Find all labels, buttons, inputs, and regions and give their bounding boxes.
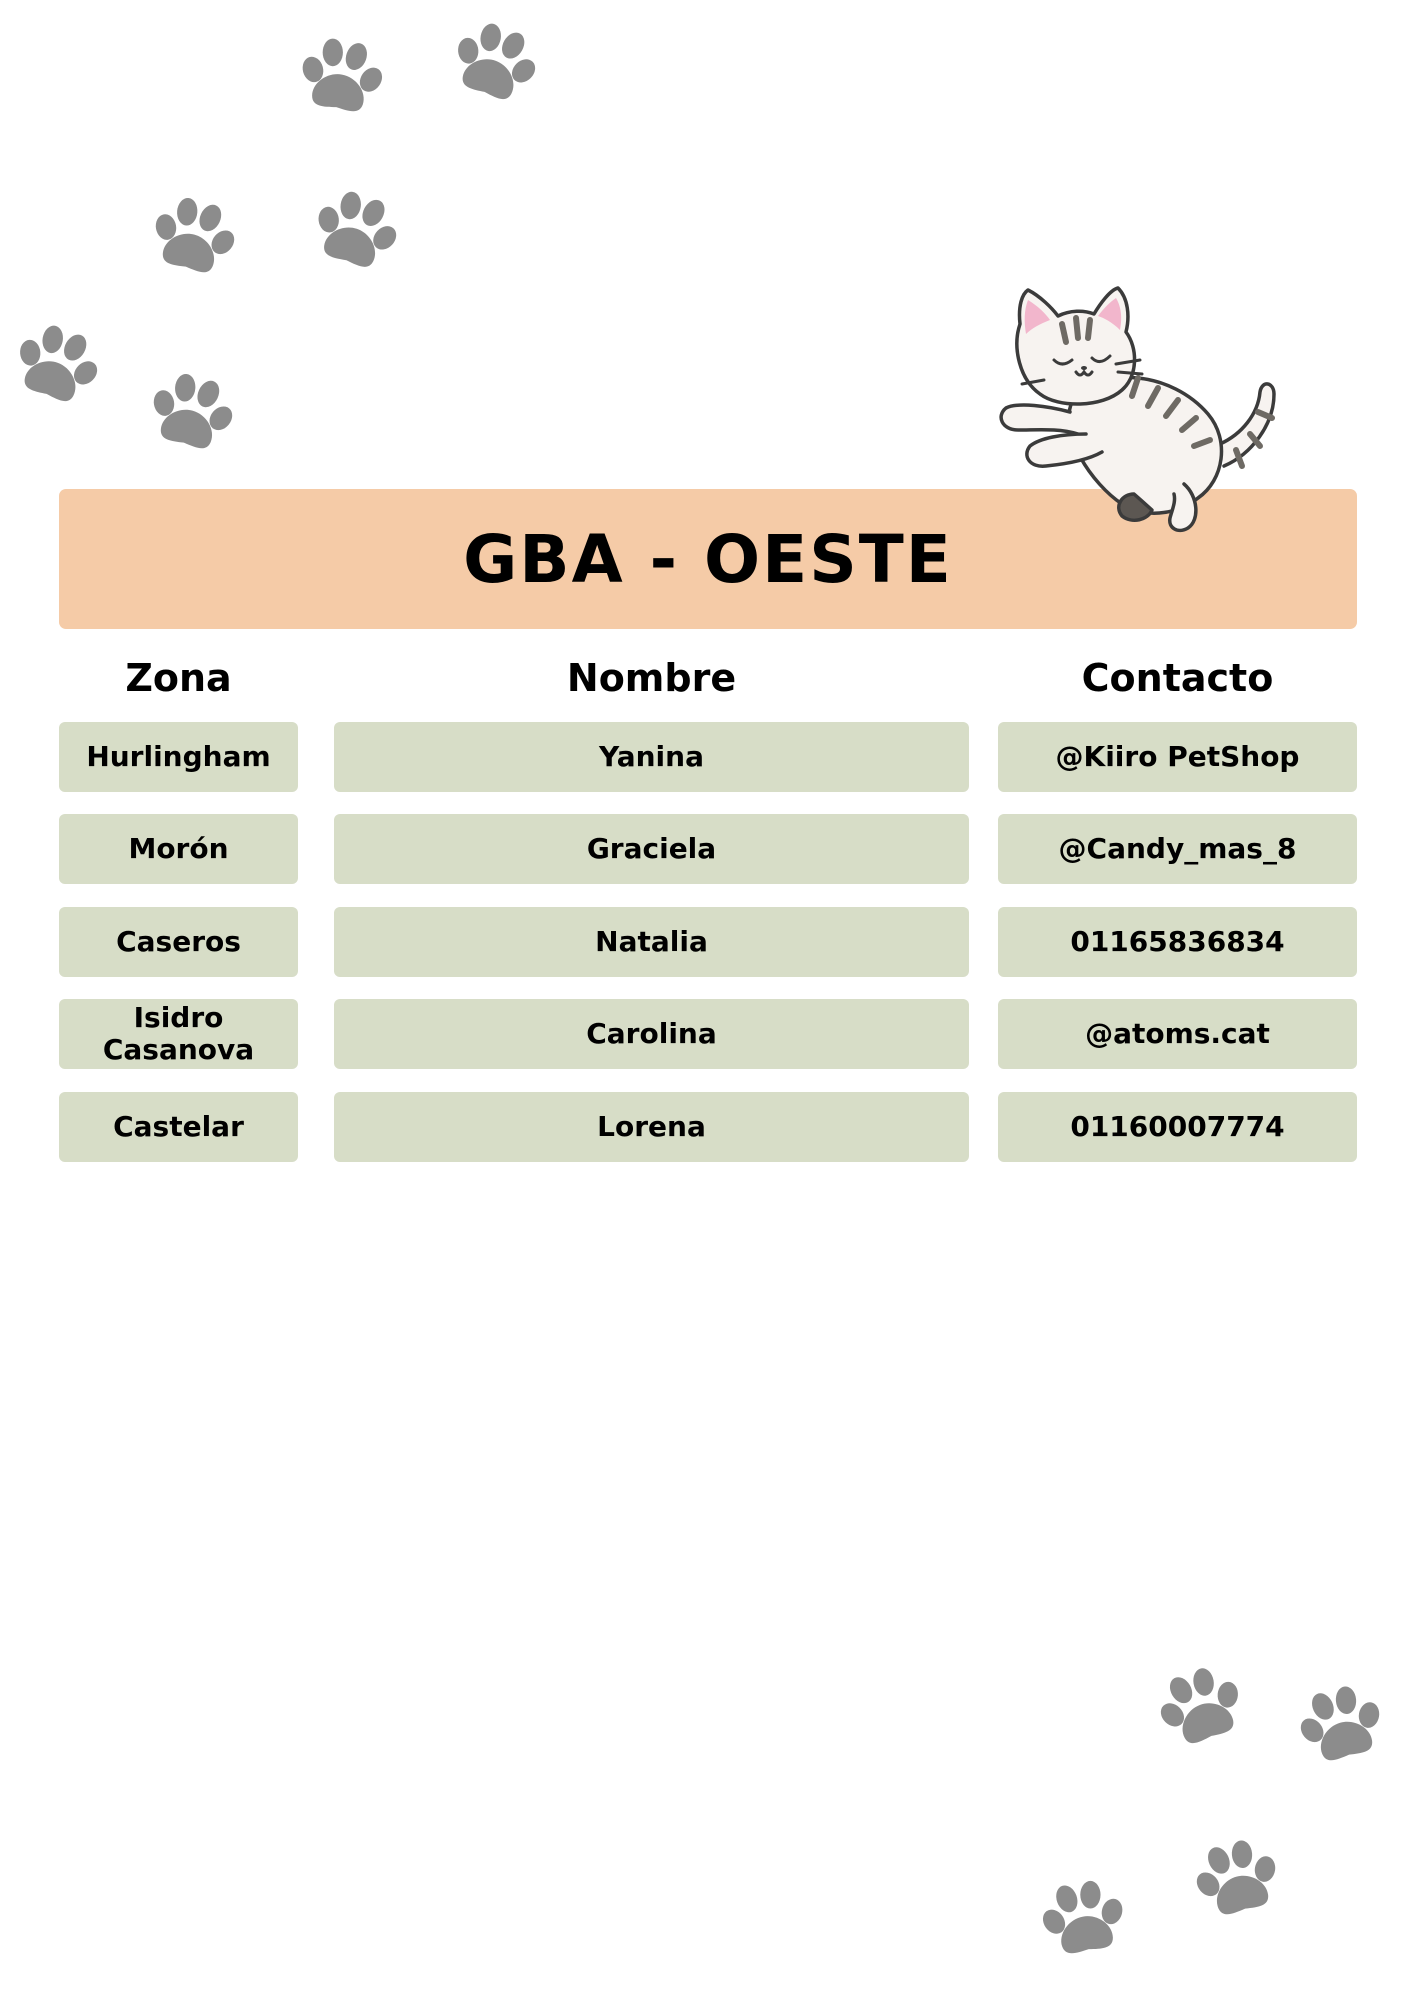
paw-print-icon bbox=[135, 360, 248, 473]
cell-zona: Isidro Casanova bbox=[59, 999, 298, 1069]
cell-nombre: Lorena bbox=[334, 1092, 969, 1162]
paw-print-icon bbox=[1182, 1826, 1295, 1939]
column-header-nombre: Nombre bbox=[566, 656, 737, 700]
cell-contacto: @Kiiro PetShop bbox=[998, 722, 1357, 792]
paw-print-icon bbox=[297, 176, 413, 292]
column-header-contacto: Contacto bbox=[1081, 656, 1274, 700]
paw-print-icon bbox=[1286, 1672, 1399, 1785]
cell-zona: Hurlingham bbox=[59, 722, 298, 792]
paw-print-icon bbox=[435, 7, 553, 125]
cell-contacto: @Candy_mas_8 bbox=[998, 814, 1357, 884]
cell-zona: Castelar bbox=[59, 1092, 298, 1162]
paw-print-icon bbox=[288, 27, 395, 134]
paw-print-icon bbox=[137, 184, 250, 297]
paw-print-icon bbox=[0, 309, 115, 427]
cell-contacto: @atoms.cat bbox=[998, 999, 1357, 1069]
paw-print-icon bbox=[1143, 1651, 1261, 1769]
cell-nombre: Natalia bbox=[334, 907, 969, 977]
cell-nombre: Graciela bbox=[334, 814, 969, 884]
cell-contacto: 01165836834 bbox=[998, 907, 1357, 977]
cell-nombre: Carolina bbox=[334, 999, 969, 1069]
sleeping-cat-icon bbox=[962, 284, 1296, 546]
cell-nombre: Yanina bbox=[334, 722, 969, 792]
paw-print-icon bbox=[1031, 1869, 1138, 1976]
column-header-zona: Zona bbox=[125, 656, 232, 700]
cell-zona: Morón bbox=[59, 814, 298, 884]
cell-zona: Caseros bbox=[59, 907, 298, 977]
cell-contacto: 01160007774 bbox=[998, 1092, 1357, 1162]
page-title: GBA - OESTE bbox=[463, 520, 953, 598]
